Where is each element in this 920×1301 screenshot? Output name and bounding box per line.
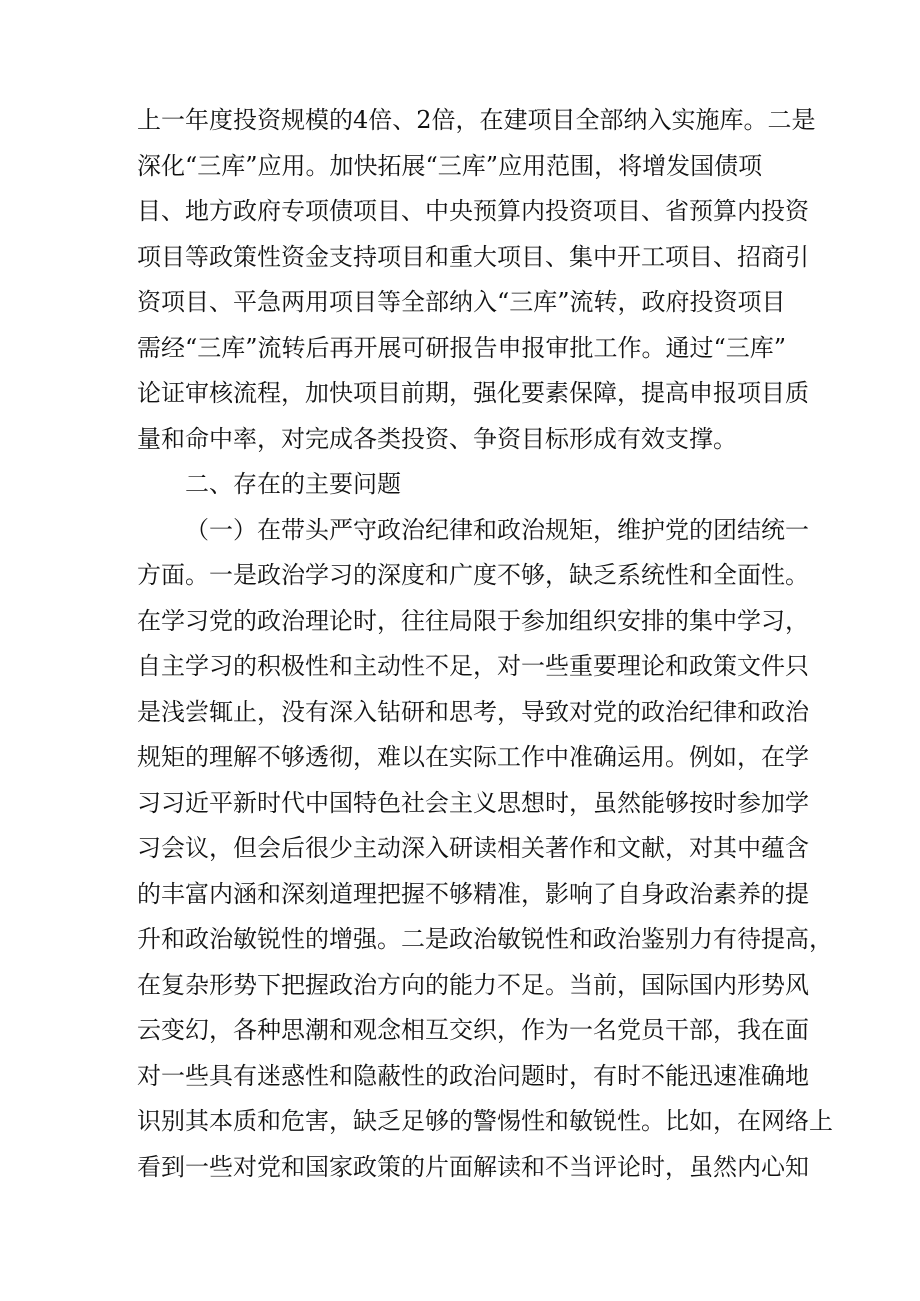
section-heading: 二、存在的主要问题	[185, 470, 401, 498]
document-body	[137, 98, 833, 1190]
text-line: 资项目、平急两用项目等全部纳入“三库”流转，政府投资项目	[137, 288, 786, 316]
text-line: 对一些具有迷惑性和隐蔽性的政治问题时，有时不能迅速准确地	[137, 1061, 809, 1090]
text-line: 云变幻，各种思潮和观念相互交织，作为一名党员干部，我在面	[137, 1016, 809, 1044]
text-line: 方面。一是政治学习的深度和广度不够，缺乏系统性和全面性。	[137, 561, 809, 589]
text-line: 目、地方政府专项债项目、中央预算内投资项目、省预算内投资	[137, 197, 809, 225]
text-line: 识别其本质和危害，缺乏足够的警惕性和敏锐性。比如，在网络上	[137, 1107, 833, 1135]
text-line: 升和政治敏锐性的增强。二是政治敏锐性和政治鉴别力有待提高，	[137, 925, 833, 953]
text-line: 的丰富内涵和深刻道理把握不够精准，影响了自身政治素养的提	[137, 879, 809, 908]
text-line: 习习近平新时代中国特色社会主义思想时，虽然能够按时参加学	[137, 788, 809, 817]
text-line: 是浅尝辄止，没有深入钻研和思考，导致对党的政治纪律和政治	[137, 697, 809, 726]
text-line: 需经“三库”流转后再开展可研报告申报审批工作。通过“三库”	[137, 333, 787, 362]
text-line: 深化“三库”应用。加快拓展“三库”应用范围，将增发国债项	[137, 151, 763, 180]
text-line: 论证审核流程，加快项目前期，强化要素保障，提高申报项目质	[137, 379, 809, 407]
text-line: 量和命中率，对完成各类投资、争资目标形成有效支撑。	[137, 424, 737, 453]
text-line: 在学习党的政治理论时，往往局限于参加组织安排的集中学习，	[137, 606, 809, 635]
text-line: （一）在带头严守政治纪律和政治规矩，维护党的团结统一	[185, 515, 809, 544]
text-line: 上一年度投资规模的4倍、2倍，在建项目全部纳入实施库。二是	[137, 106, 816, 134]
text-line: 项目等政策性资金支持项目和重大项目、集中开工项目、招商引	[137, 242, 809, 271]
text-line: 习会议，但会后很少主动深入研读相关著作和文献，对其中蕴含	[137, 834, 809, 862]
text-line: 自主学习的积极性和主动性不足，对一些重要理论和政策文件只	[137, 652, 809, 680]
text-line: 在复杂形势下把握政治方向的能力不足。当前，国际国内形势风	[137, 970, 809, 999]
text-line: 规矩的理解不够透彻，难以在实际工作中准确运用。例如，在学	[137, 743, 809, 771]
text-line: 看到一些对党和国家政策的片面解读和不当评论时，虽然内心知	[137, 1152, 809, 1181]
